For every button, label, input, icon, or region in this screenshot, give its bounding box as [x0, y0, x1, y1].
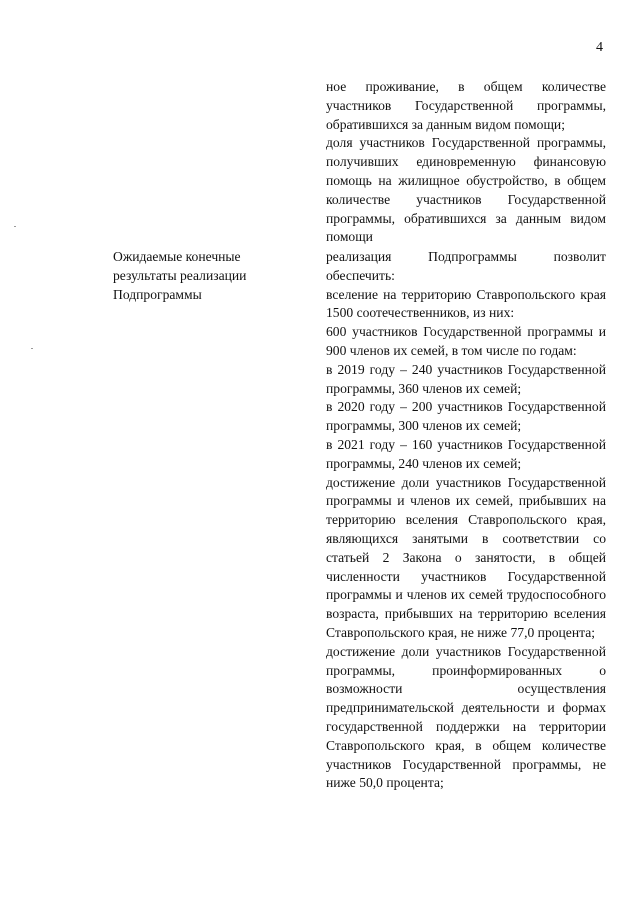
paragraph: достижение доли участников Государственной программы и членов их семей, прибывших на территорию вселения Ставропольского края, являющихся занятыми в соответствии со статьей 2 Закона о занятости, в общей численности участников Государственной программы и членов их семей трудоспособного возраста, прибывших на территорию вселения Ставропольского края, не ниже 77,0 процента; — [326, 474, 606, 640]
scan-speck — [14, 226, 16, 227]
paragraph: вселение на территорию Ставропольского края 1500 соотечественников, из них: — [326, 286, 606, 321]
paragraph: 600 участников Государственной программы и 900 членов их семей, в том числе по годам: — [326, 324, 606, 358]
paragraph: достижение доли участников Государственной программы, проинформированных о возможности осуществления предпринимательской деятельности и формах государственной поддержки на территории Ставропольского края, в общем количестве участников Государственной программы, не ниже 50,0 процента; — [326, 643, 606, 791]
paragraph: в 2021 году – 160 участников Государственной программы, 240 членов их семей; — [326, 436, 606, 471]
paragraph: ное проживание, в общем количестве участников Государственной программы, обратившихся за данным видом помощи; — [326, 79, 606, 132]
scan-speck — [31, 348, 33, 349]
paragraph: в 2019 году – 240 участников Государственной программы, 360 членов их семей; — [326, 361, 606, 396]
paragraph: реализация Подпрограммы позволит обеспечить: — [326, 249, 606, 283]
page-number: 4 — [596, 40, 603, 55]
top-continuation-block — [326, 78, 606, 247]
paragraph: в 2020 году – 200 участников Государственной программы, 300 членов их семей; — [326, 399, 606, 434]
paragraph: доля участников Государственной программы, получивших единовременную финансовую помощь на жилищное обустройство, в общем количестве участников Государственной программы, обратившихся за данным видом помощи — [326, 135, 606, 245]
results-row-label: Ожидаемые конечные результаты реализации Подпрограммы — [113, 249, 247, 302]
results-row-content — [326, 248, 606, 793]
